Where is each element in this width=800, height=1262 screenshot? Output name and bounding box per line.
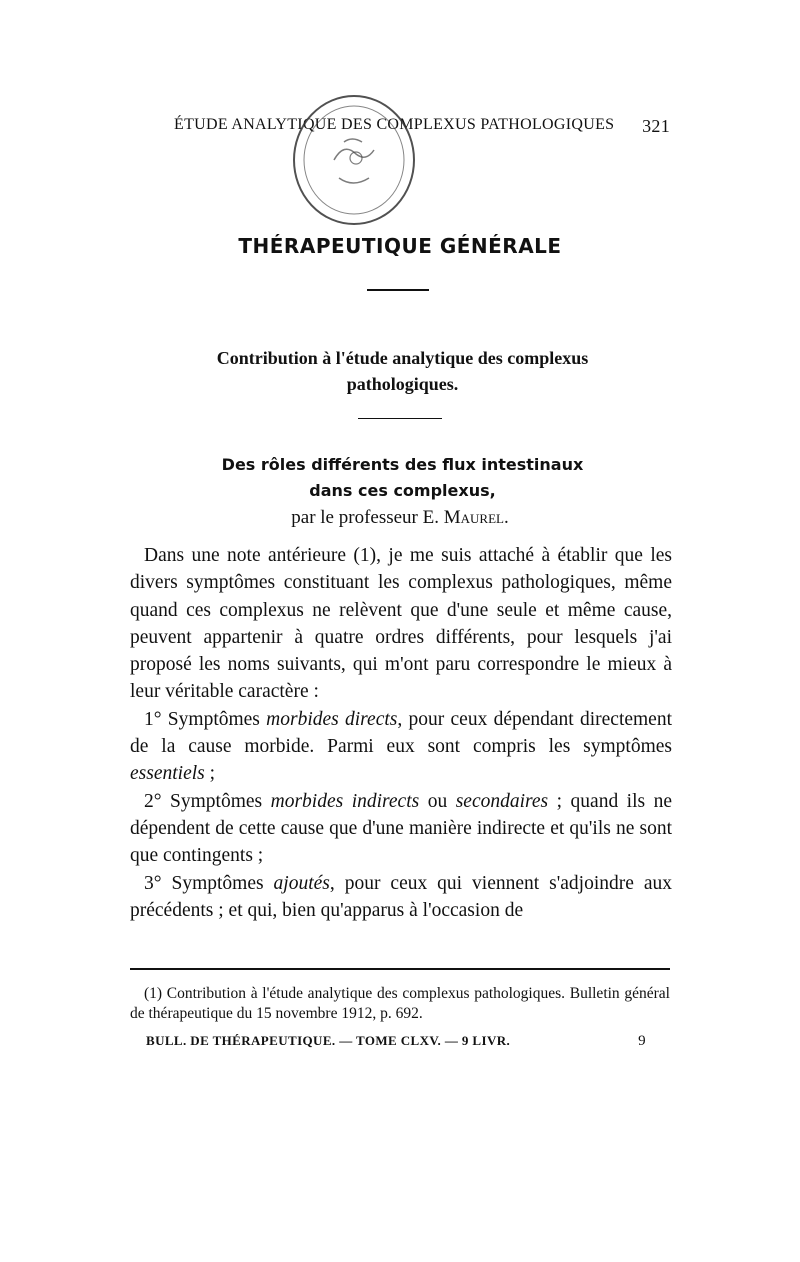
- sheet-number: 9: [638, 1033, 646, 1049]
- signature-line: [146, 1033, 646, 1049]
- article-subtitle: [160, 452, 645, 504]
- footnote: [130, 984, 670, 1024]
- p3-text-c: ; quand ils ne dépendent de cette cause que d'une manière indirecte et qu'ils ne sont que contingents ;: [130, 790, 673, 867]
- signature-text: BULL. DE THÉRAPEUTIQUE. — TOME CLXV. — 9 LIVR.: [146, 1033, 511, 1048]
- section-title: THÉRAPEUTIQUE GÉNÉRALE: [238, 234, 562, 258]
- page-number: 321: [642, 116, 670, 136]
- p3-text-b: ou: [419, 790, 456, 812]
- paragraph-2: [130, 706, 672, 788]
- author-name: Maurel.: [443, 507, 509, 528]
- p4-italic: ajoutés: [273, 872, 330, 894]
- footnote-rule: [130, 968, 670, 970]
- paragraph-1: Dans une note antérieure (1), je me suis attaché à établir que les divers symptômes constituant les complexus pathologiques, même quand ces complexus ne relèvent que d'une seule et même cause, peuvent appartenir à quatre ordres différents, pour lesquels j'ai proposé les noms suivants, qui m'ont paru correspondre le mieux à leur véritable caractère :: [130, 545, 672, 703]
- author-line: [0, 507, 800, 529]
- running-head-title: ÉTUDE ANALYTIQUE DES COMPLEXUS PATHOLOGIQUES: [174, 116, 615, 133]
- article-title: [130, 345, 675, 397]
- library-stamp-icon: [284, 90, 424, 230]
- paragraph-4: [130, 870, 672, 925]
- p4-text-b: , pour ceux qui viennent s'adjoindre aux précédents ; et qui, bien qu'apparus à l'occasion de: [130, 872, 672, 921]
- subtitle-line1: Des rôles différents des flux intestinaux: [221, 455, 584, 474]
- p2-text-b: , pour ceux dépendant directement de la cause morbide. Parmi eux sont compris les symptômes: [130, 708, 673, 758]
- footnote-text: (1) Contribution à l'étude analytique des complexus pathologiques. Bulletin général de thérapeutique du 15 novembre 1912, p. 692.: [130, 985, 670, 1022]
- p2-italic-2: essentiels: [130, 763, 205, 785]
- p2-text-c: ;: [204, 763, 216, 785]
- p3-italic-2: secondaires: [455, 790, 549, 812]
- title-rule: [367, 289, 429, 291]
- article-rule: [358, 418, 442, 419]
- p3-text-a: 2° Symptômes: [144, 790, 271, 812]
- body-text: [130, 542, 672, 924]
- article-title-line1: Contribution à l'étude analytique des complexus: [216, 348, 589, 368]
- p3-italic: morbides indirects: [270, 790, 420, 812]
- p2-text-a: 1° Symptômes: [144, 708, 267, 730]
- author-prefix: par le professeur E.: [291, 507, 444, 528]
- p4-text-a: 3° Symptômes: [144, 872, 274, 894]
- p2-italic: morbides directs: [266, 708, 398, 730]
- article-title-line2: pathologiques.: [346, 374, 459, 394]
- subtitle-line2: dans ces complexus,: [309, 481, 496, 500]
- paragraph-3: [130, 788, 672, 870]
